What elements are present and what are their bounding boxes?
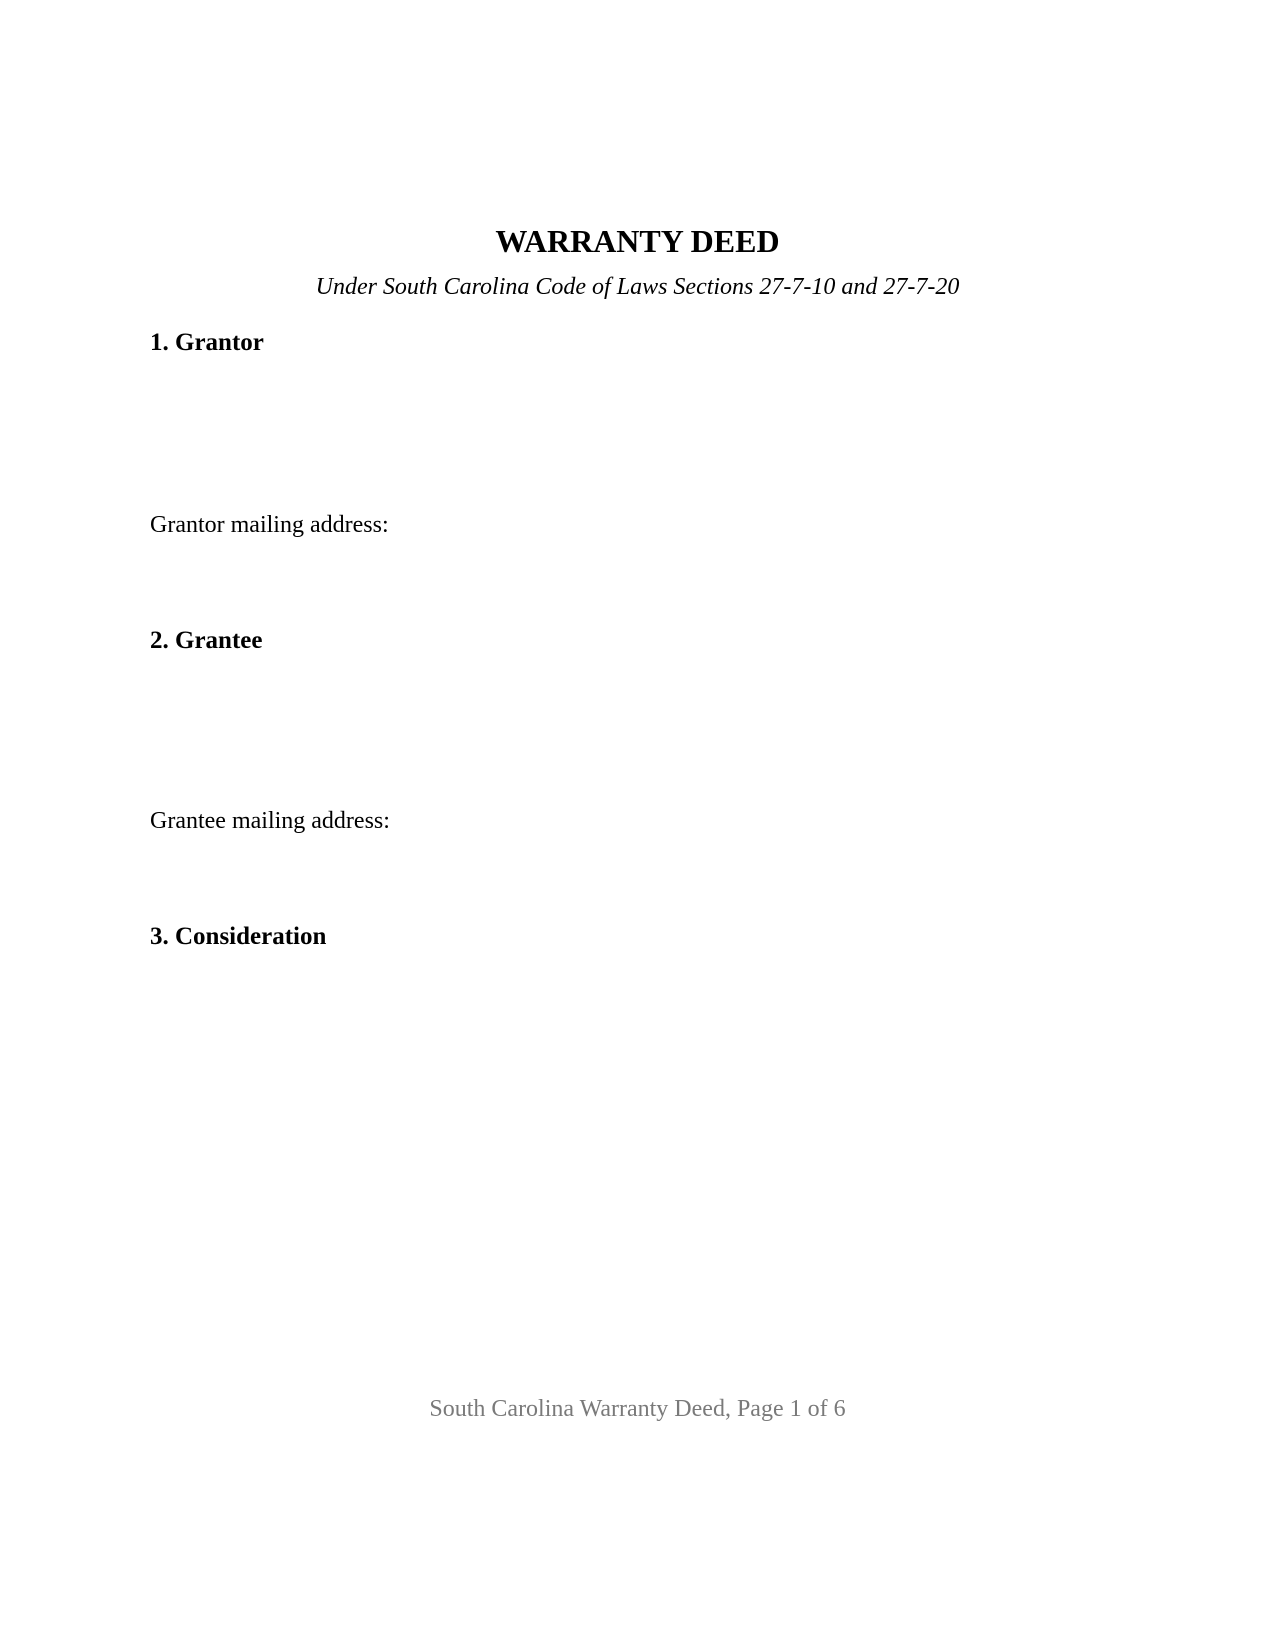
section-heading-grantor: 1. Grantor bbox=[150, 329, 264, 356]
section-heading-consideration: 3. Consideration bbox=[150, 923, 327, 950]
document-title: WARRANTY DEED bbox=[495, 223, 780, 259]
grantee-mailing-address-label: Grantee mailing address: bbox=[150, 808, 390, 834]
grantor-mailing-address-label: Grantor mailing address: bbox=[150, 512, 389, 538]
document-subtitle: Under South Carolina Code of Laws Sections 27-7-10 and 27-7-20 bbox=[315, 274, 960, 300]
section-heading-grantee: 2. Grantee bbox=[150, 627, 263, 654]
page-footer: South Carolina Warranty Deed, Page 1 of 6 bbox=[429, 1396, 846, 1422]
